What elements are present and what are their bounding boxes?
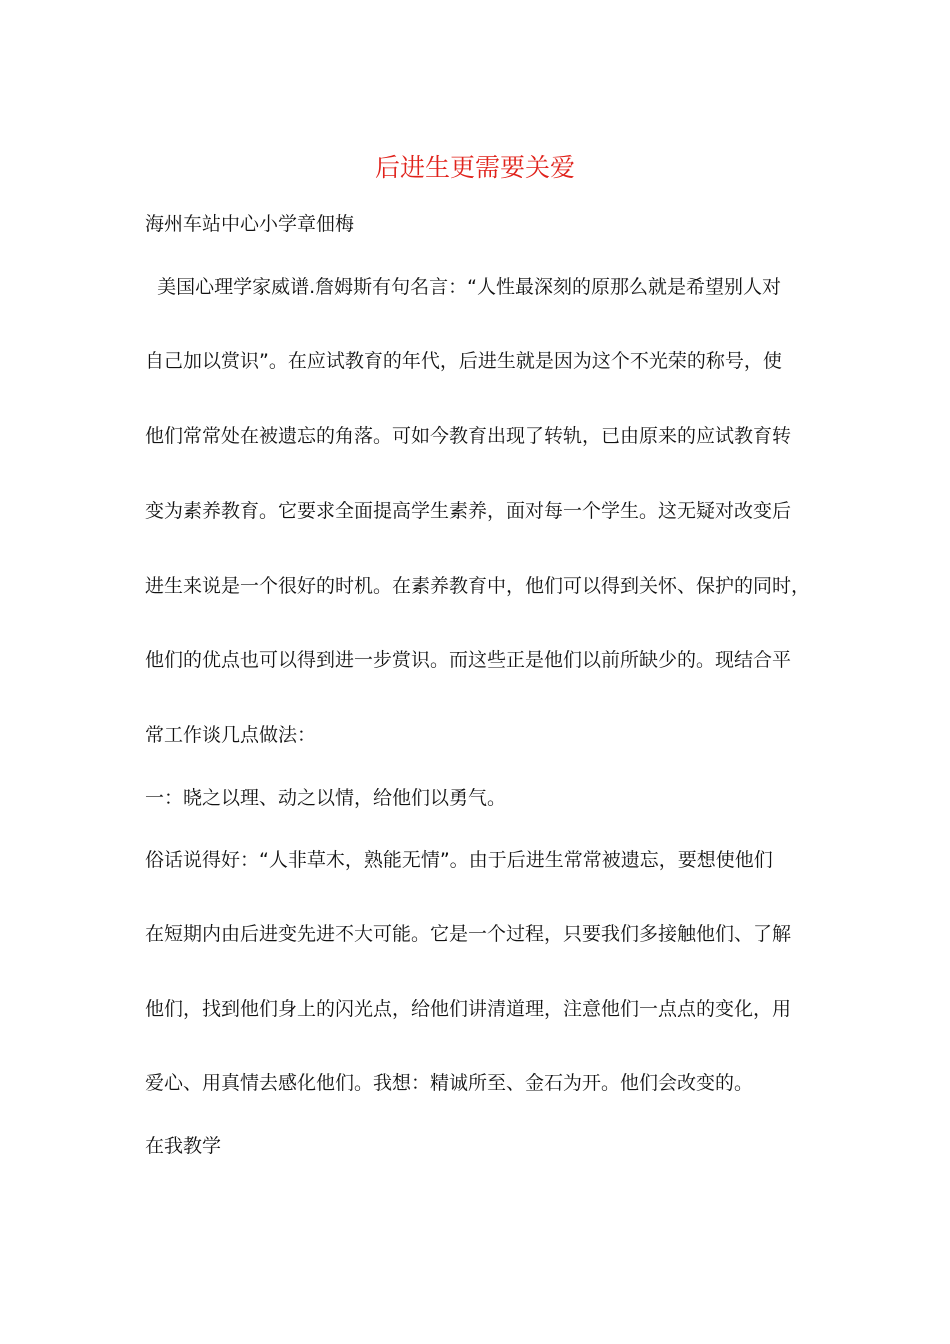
paragraph-line: 变为素养教育。它要求全面提高学生素养，面对每一个学生。这无疑对改变后	[145, 500, 792, 522]
paragraph-line: 在短期内由后进变先进不大可能。它是一个过程，只要我们多接触他们、了解	[145, 923, 792, 945]
paragraph-line: 美国心理学家威谱.詹姆斯有句名言：“人性最深刻的原那么就是希望别人对	[145, 276, 781, 298]
paragraph-line: 俗话说得好：“人非草木，熟能无情”。由于后进生常常被遗忘，要想使他们	[145, 849, 773, 871]
paragraph-line: 在我教学	[145, 1135, 222, 1157]
paragraph-line: 他们的优点也可以得到进一步赏识。而这些正是他们以前所缺少的。现结合平	[145, 649, 792, 671]
paragraph-line: 常工作谈几点做法：	[145, 724, 317, 746]
paragraph-line: 他们常常处在被遗忘的角落。可如今教育出现了转轨，已由原来的应试教育转	[145, 425, 792, 447]
author-line: 海州车站中心小学章佃梅	[145, 213, 355, 235]
paragraph-line: 他们，找到他们身上的闪光点，给他们讲清道理，注意他们一点点的变化，用	[145, 998, 792, 1020]
paragraph-line: 进生来说是一个很好的时机。在素养教育中，他们可以得到关怀、保护的同时，	[145, 575, 811, 597]
document-title: 后进生更需要关爱	[374, 153, 575, 182]
section-heading: 一：晓之以理、动之以情，给他们以勇气。	[145, 787, 507, 809]
paragraph-line: 爱心、用真情去感化他们。我想：精诚所至、金石为开。他们会改变的。	[145, 1072, 754, 1094]
paragraph-line: 自己加以赏识”。在应试教育的年代，后进生就是因为这个不光荣的称号，使	[145, 350, 782, 372]
